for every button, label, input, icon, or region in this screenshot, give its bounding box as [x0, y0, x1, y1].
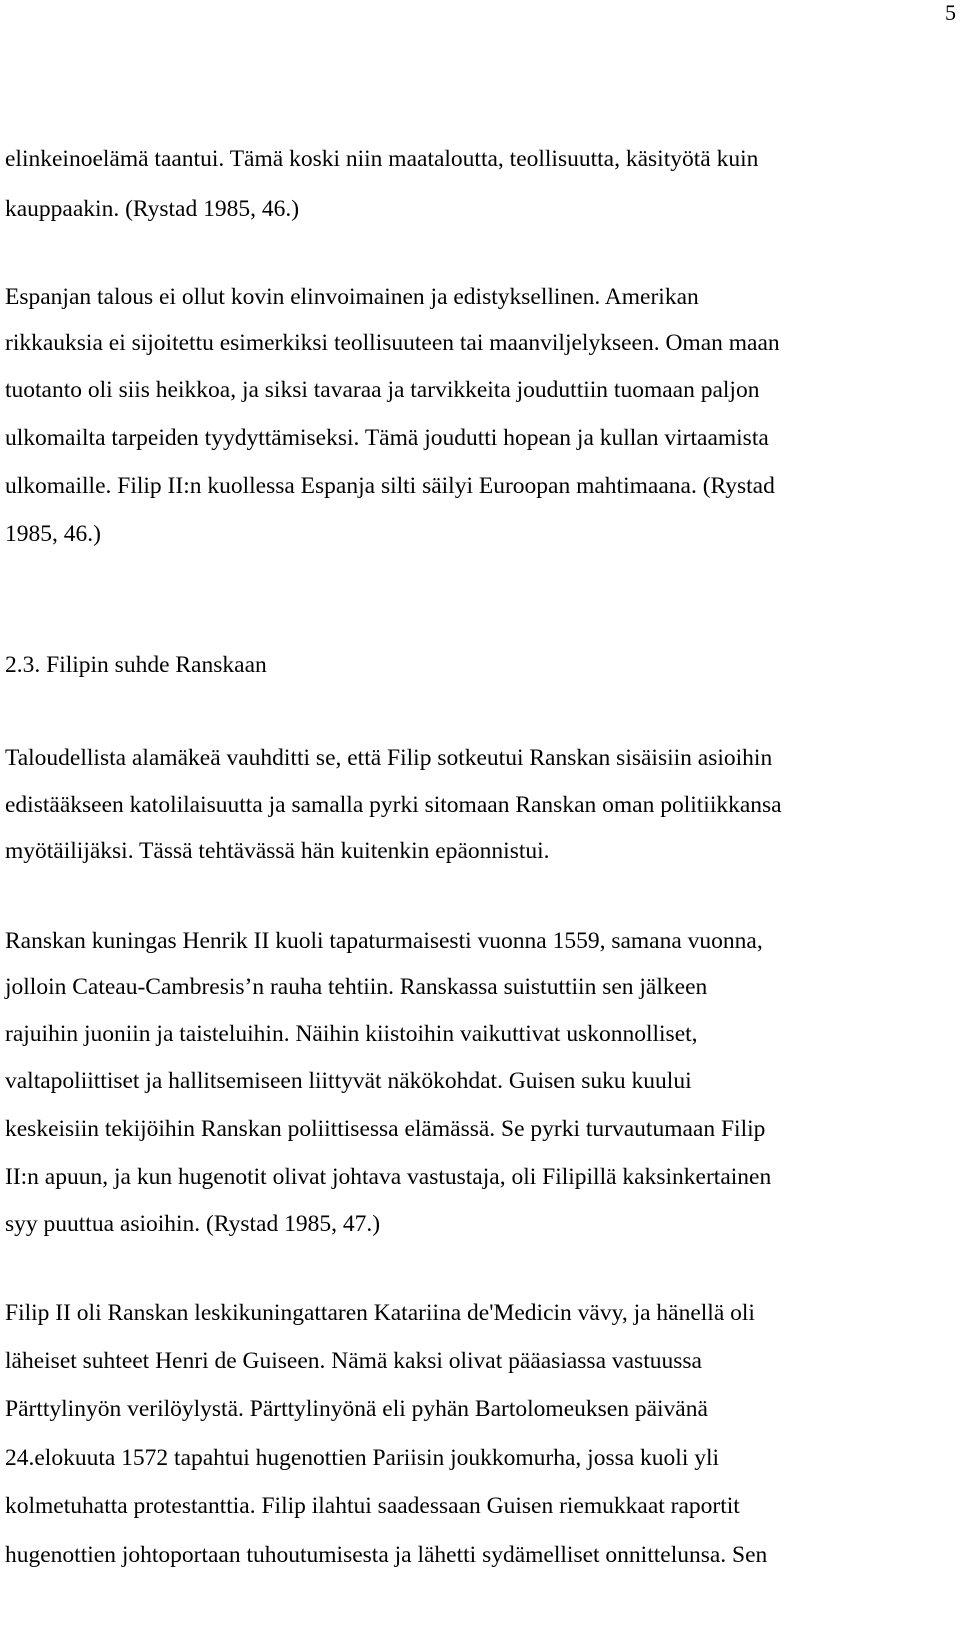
text-line: Pärttylinyön verilöylystä. Pärttylinyönä eli pyhän Bartolomeuksen päivänä — [5, 1396, 708, 1422]
text-line: 24.elokuuta 1572 tapahtui hugenottien Pariisin joukkomurha, jossa kuoli yli — [5, 1445, 720, 1471]
text-line: II:n apuun, ja kun hugenotit olivat johtava vastustaja, oli Filipillä kaksinkertainen — [5, 1164, 772, 1190]
text-line: ulkomaille. Filip II:n kuollessa Espanja silti säilyi Euroopan mahtimaana. (Rystad — [5, 473, 775, 499]
text-line: syy puuttua asioihin. (Rystad 1985, 47.) — [5, 1211, 381, 1237]
text-line: keskeisiin tekijöihin Ranskan poliittisessa elämässä. Se pyrki turvautumaan Filip — [5, 1116, 766, 1142]
text-line: Espanjan talous ei ollut kovin elinvoimainen ja edistyksellinen. Amerikan — [5, 284, 699, 310]
text-line: rajuihin juoniin ja taisteluihin. Näihin kiistoihin vaikuttivat uskonnolliset, — [5, 1021, 698, 1047]
text-line: 1985, 46.) — [5, 521, 101, 547]
text-line: valtapoliittiset ja hallitsemiseen liittyvät näkökohdat. Guisen suku kuului — [5, 1068, 692, 1094]
text-line: läheiset suhteet Henri de Guiseen. Nämä kaksi olivat pääasiassa vastuussa — [5, 1348, 702, 1374]
text-line: jolloin Cateau-Cambresis’n rauha tehtiin. Ranskassa suistuttiin sen jälkeen — [5, 974, 708, 1000]
text-line: Ranskan kuningas Henrik II kuoli tapaturmaisesti vuonna 1559, samana vuonna, — [5, 928, 763, 954]
text-line: kauppaakin. (Rystad 1985, 46.) — [5, 196, 300, 222]
text-line: elinkeinoelämä taantui. Tämä koski niin maataloutta, teollisuutta, käsityötä kuin — [5, 146, 759, 172]
text-line: tuotanto oli siis heikkoa, ja siksi tavaraa ja tarvikkeita jouduttiin tuomaan paljon — [5, 377, 760, 403]
page-number: 5 — [945, 0, 956, 25]
text-line: edistääkseen katolilaisuutta ja samalla pyrki sitomaan Ranskan oman politiikkansa — [5, 792, 782, 818]
text-line: ulkomailta tarpeiden tyydyttämiseksi. Tämä joudutti hopean ja kullan virtaamista — [5, 425, 769, 451]
text-line: kolmetuhatta protestanttia. Filip ilahtui saadessaan Guisen riemukkaat raportit — [5, 1493, 740, 1519]
text-line: hugenottien johtoportaan tuhoutumisesta ja lähetti sydämelliset onnittelunsa. Sen — [5, 1542, 768, 1568]
text-line: rikkauksia ei sijoitettu esimerkiksi teollisuuteen tai maanviljelykseen. Oman maan — [5, 330, 780, 356]
text-line: Taloudellista alamäkeä vauhditti se, että Filip sotkeutui Ranskan sisäisiin asioihin — [5, 745, 773, 771]
text-line: Filip II oli Ranskan leskikuningattaren Katariina de'Medicin vävy, ja hänellä oli — [5, 1300, 755, 1326]
section-heading: 2.3. Filipin suhde Ranskaan — [5, 652, 267, 678]
text-line: myötäilijäksi. Tässä tehtävässä hän kuitenkin epäonnistui. — [5, 838, 550, 864]
